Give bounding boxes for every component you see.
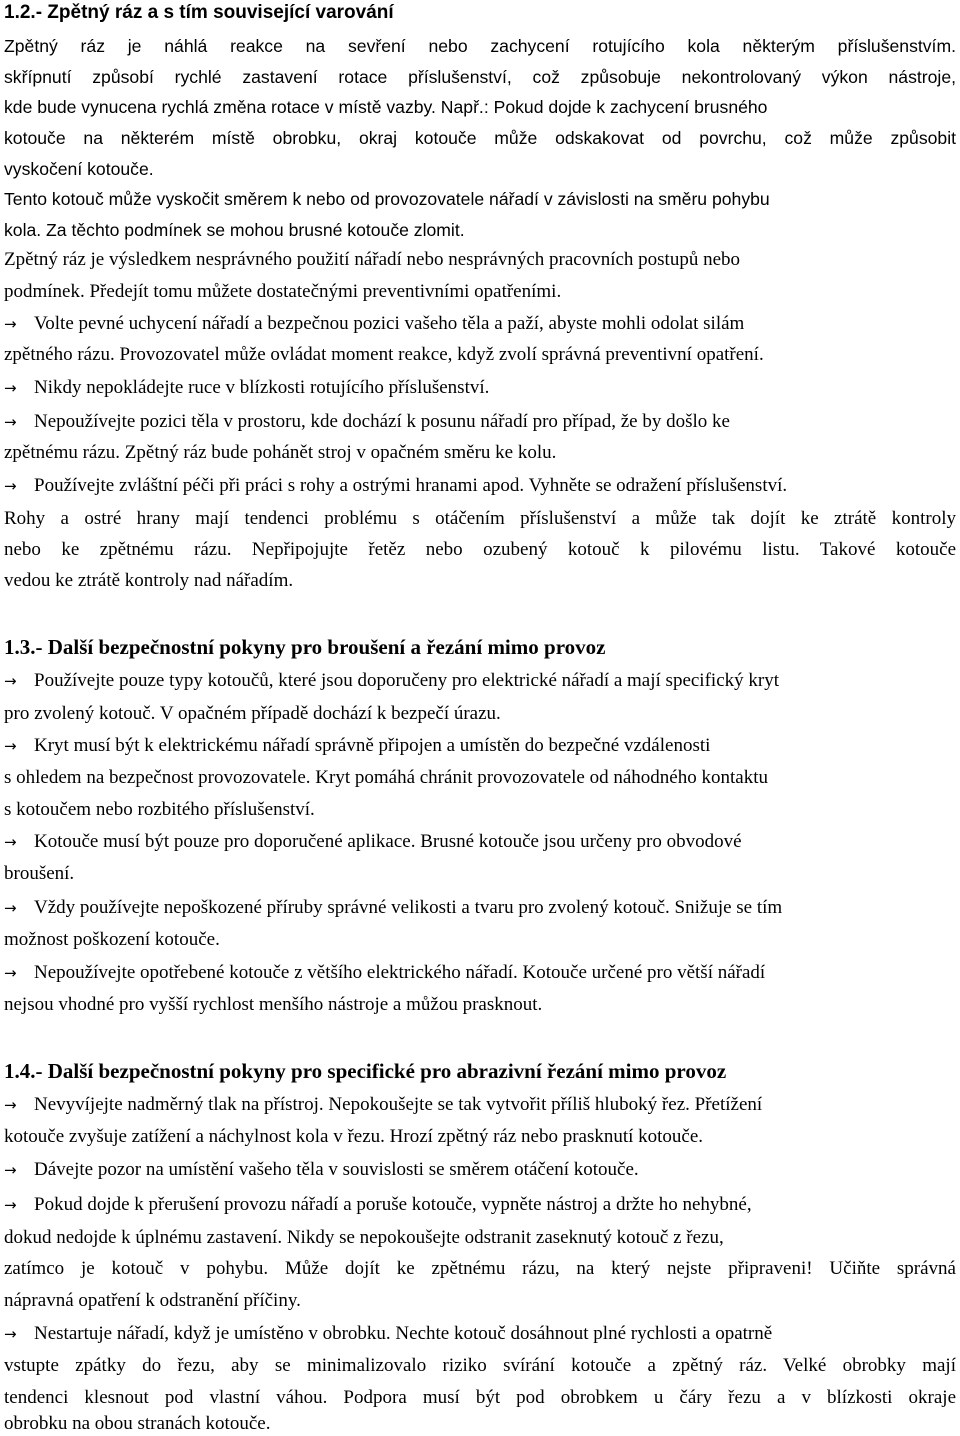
bullet-line xyxy=(4,669,779,693)
arrow-icon: → xyxy=(4,833,17,851)
arrow-icon: → xyxy=(4,477,17,495)
paragraph-line: zatímco je kotouč v pohybu. Může dojít ke zpětnému rázu, na který nejste připraveni! Učiňte správná xyxy=(4,1258,956,1279)
bullet-line xyxy=(4,312,744,336)
bullet-line xyxy=(4,830,742,854)
paragraph-line: Rohy a ostré hrany mají tendenci problému s otáčením příslušenství a může tak dojít ke ztrátě kontroly xyxy=(4,508,956,529)
arrow-icon: → xyxy=(4,737,17,755)
bullet-line xyxy=(4,734,710,758)
paragraph-line: kola. Za těchto podmínek se mohou brusné kotouče zlomit. xyxy=(4,220,465,240)
bullet-text: Nepoužívejte pozici těla v prostoru, kde dochází k posunu nářadí pro případ, že by došlo ke xyxy=(34,411,730,432)
paragraph-line: vedou ke ztrátě kontroly nad nářadím. xyxy=(4,570,294,591)
bullet-line xyxy=(4,1322,772,1346)
paragraph-line: možnost poškození kotouče. xyxy=(4,929,220,950)
paragraph-line: zpětného rázu. Provozovatel může ovládat moment reakce, když zvolí správná preventivní opatření. xyxy=(4,344,764,365)
paragraph-line: vyskočení kotouče. xyxy=(4,159,154,179)
section-heading-1-2: 1.2.- Zpětný ráz a s tím související varování xyxy=(4,2,394,23)
bullet-line xyxy=(4,376,489,400)
paragraph-line: nejsou vhodné pro vyšší rychlost menšího nástroje a můžou prasknout. xyxy=(4,994,543,1015)
arrow-icon: → xyxy=(4,379,17,397)
bullet-text: Nikdy nepokládejte ruce v blízkosti rotujícího příslušenství. xyxy=(34,377,490,398)
bullet-line xyxy=(4,1193,752,1217)
bullet-text: Volte pevné uchycení nářadí a bezpečnou pozici vašeho těla a paží, abyste mohli odolat silám xyxy=(34,313,745,334)
paragraph-line: podmínek. Předejít tomu můžete dostatečnými preventivními opatřeními. xyxy=(4,281,562,302)
bullet-text: Vždy používejte nepoškozené příruby správné velikosti a tvaru pro zvolený kotouč. Snižuje se tím xyxy=(34,897,783,918)
paragraph-line: vstupte zpátky do řezu, aby se minimalizovalo riziko svírání kotouče a zpětný ráz. Velké obrobky mají xyxy=(4,1355,956,1376)
paragraph-line: Zpětný ráz je náhlá reakce na sevření nebo zachycení rotujícího kola některým příslušenstvím. xyxy=(4,36,956,56)
paragraph-line: obrobku na obou stranách kotouče. xyxy=(4,1413,271,1434)
section-heading-1-4: 1.4.- Další bezpečnostní pokyny pro specifické pro abrazivní řezání mimo provoz xyxy=(4,1059,727,1083)
arrow-icon: → xyxy=(4,1096,17,1114)
arrow-icon: → xyxy=(4,899,17,917)
bullet-text: Kotouče musí být pouze pro doporučené aplikace. Brusné kotouče jsou určeny pro obvodové xyxy=(34,831,742,852)
arrow-icon: → xyxy=(4,1325,17,1343)
bullet-text: Pokud dojde k přerušení provozu nářadí a poruše kotouče, vypněte nástroj a držte ho nehybné, xyxy=(34,1194,752,1215)
paragraph-line: zpětnému rázu. Zpětný ráz bude pohánět stroj v opačném směru ke kolu. xyxy=(4,442,557,463)
paragraph-line: nebo ke zpětnému rázu. Nepřipojujte řetěz nebo ozubený kotouč k pilovému listu. Takové kotouče xyxy=(4,539,956,560)
bullet-text: Dávejte pozor na umístění vašeho těla v souvislosti se směrem otáčení kotouče. xyxy=(34,1159,639,1180)
bullet-line xyxy=(4,896,782,920)
arrow-icon: → xyxy=(4,964,17,982)
paragraph-line: kde bude vynucena rychlá změna rotace v místě vazby. Např.: Pokud dojde k zachycení brusného xyxy=(4,97,768,117)
paragraph-line: s ohledem na bezpečnost provozovatele. Kryt pomáhá chránit provozovatele od náhodného kontaktu xyxy=(4,767,768,788)
paragraph-line: nápravná opatření k odstranění příčiny. xyxy=(4,1290,301,1311)
arrow-icon: → xyxy=(4,413,17,431)
paragraph-line: pro zvolený kotouč. V opačném případě dochází k bezpečí úrazu. xyxy=(4,703,501,724)
bullet-line xyxy=(4,961,765,985)
bullet-line xyxy=(4,1158,639,1182)
bullet-line xyxy=(4,474,787,498)
bullet-text: Nestartuje nářadí, když je umístěno v obrobku. Nechte kotouč dosáhnout plné rychlosti a opatrně xyxy=(34,1323,773,1344)
paragraph-line: kotouče zvyšuje zatížení a náchylnost kola v řezu. Hrozí zpětný ráz nebo prasknutí kotouče. xyxy=(4,1126,704,1147)
bullet-line xyxy=(4,1093,762,1117)
paragraph-line: kotouče na některém místě obrobku, okraj kotouče může odskakovat od povrchu, což může způsobit xyxy=(4,128,956,148)
arrow-icon: → xyxy=(4,315,17,333)
paragraph-line: Tento kotouč může vyskočit směrem k nebo od provozovatele nářadí v závislosti na směru pohybu xyxy=(4,189,770,209)
arrow-icon: → xyxy=(4,672,17,690)
bullet-text: Používejte pouze typy kotoučů, které jsou doporučeny pro elektrické nářadí a mají specifický kryt xyxy=(34,670,779,691)
paragraph-line: s kotoučem nebo rozbitého příslušenství. xyxy=(4,799,315,820)
section-heading-1-3: 1.3.- Další bezpečnostní pokyny pro broušení a řezání mimo provoz xyxy=(4,635,606,659)
paragraph-line: Zpětný ráz je výsledkem nesprávného použití nářadí nebo nesprávných pracovních postupů nebo xyxy=(4,249,741,270)
paragraph-line: skřípnutí způsobí rychlé zastavení rotace příslušenství, což způsobuje nekontrolovaný výkon nástroje, xyxy=(4,67,956,87)
arrow-icon: → xyxy=(4,1161,17,1179)
arrow-icon: → xyxy=(4,1196,17,1214)
bullet-line xyxy=(4,410,730,434)
bullet-text: Nepoužívejte opotřebené kotouče z většího elektrického nářadí. Kotouče určené pro větší nářadí xyxy=(34,962,766,983)
paragraph-line: dokud nedojde k úplnému zastavení. Nikdy se nepokoušejte odstranit zaseknutý kotouč z řezu, xyxy=(4,1227,724,1248)
bullet-text: Nevyvíjejte nadměrný tlak na přístroj. Nepokoušejte se tak vytvořit příliš hluboký řez. Přetížení xyxy=(34,1094,763,1115)
paragraph-line: tendenci klesnout pod vlastní váhou. Podpora musí být pod obrobkem u čáry řezu a v blízkosti okraje xyxy=(4,1387,956,1408)
bullet-text: Kryt musí být k elektrickému nářadí správně připojen a umístěn do bezpečné vzdálenosti xyxy=(34,735,711,756)
bullet-text: Používejte zvláštní péči při práci s rohy a ostrými hranami apod. Vyhněte se odražení příslušenství. xyxy=(34,475,788,496)
paragraph-line: broušení. xyxy=(4,863,75,884)
